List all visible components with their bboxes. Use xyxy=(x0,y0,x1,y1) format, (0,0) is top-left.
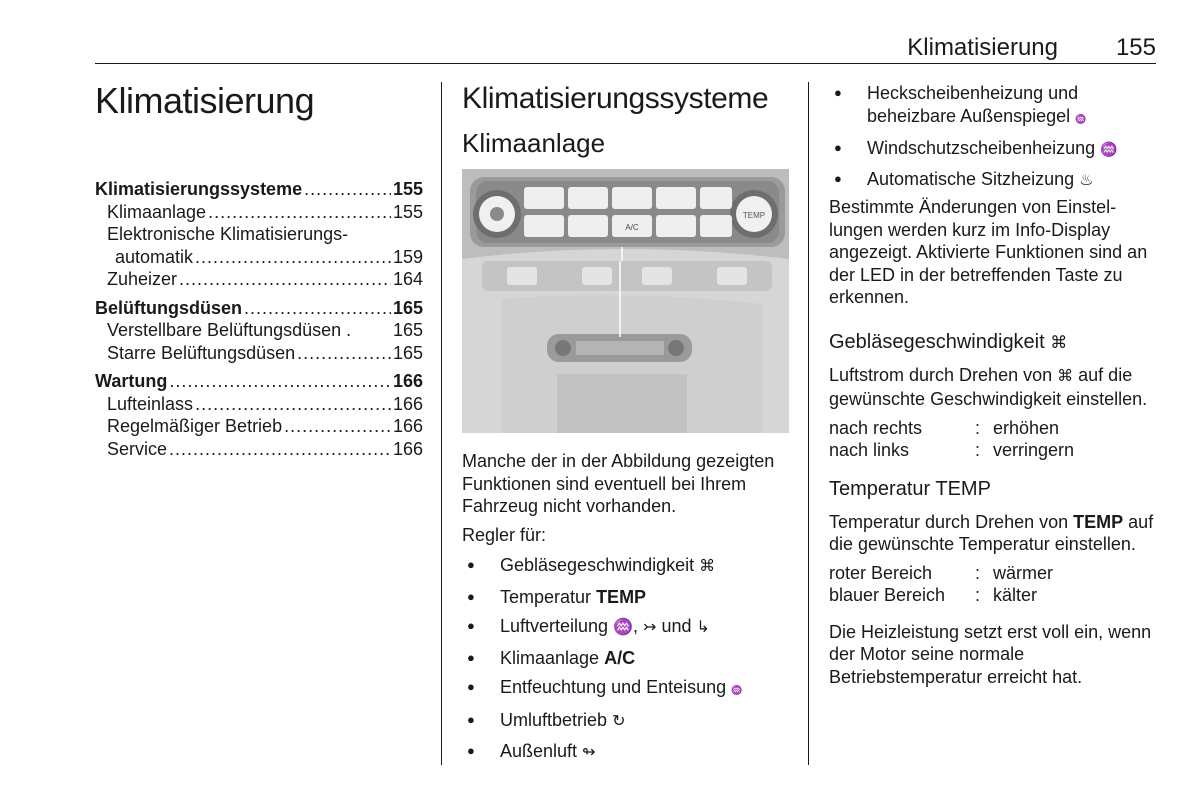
bullet-air-conditioning: ● Klimaanlage A/C xyxy=(462,647,792,670)
windscreen-heating-icon: ♒ xyxy=(1100,141,1118,157)
bullet-outside-air: ● Außenluft ↬ xyxy=(462,740,792,765)
toc-entry-main[interactable] xyxy=(95,370,423,393)
controls-label: Regler für: xyxy=(462,524,547,545)
toc-entry-label: automatik xyxy=(115,246,194,267)
toc-entry[interactable] xyxy=(95,246,423,269)
temperature-heading: Temperatur TEMP xyxy=(829,477,991,500)
info-paragraph: Bestimmte Änderungen von Einstellungen werden kurz im Info-Display angezeigt. Aktivierte Funktionen sind an der LED in der betreffenden Taste zu erkennen. xyxy=(829,197,1148,307)
vent-icon: ↣ xyxy=(643,619,657,636)
toc-entry[interactable] xyxy=(95,223,423,246)
fan-speed-heading: Gebläsegeschwindigkeit ⌘ xyxy=(829,330,1068,353)
toc-entry-label: Service xyxy=(107,438,168,459)
closing-paragraph: Die Heizleistung setzt erst voll ein, wenn der Motor seine normale Betriebstemperatur erreicht hat. xyxy=(829,621,1152,687)
toc-entry-label: Elektronische Klimatisierungs- xyxy=(107,224,349,244)
toc-entry-page: 165 xyxy=(392,320,423,340)
footwell-icon: ↳ xyxy=(696,619,710,636)
toc-entry-page: 155 xyxy=(392,179,423,199)
bullet-temperature: ● Temperatur TEMP xyxy=(462,586,792,609)
header-rule xyxy=(95,63,1156,64)
toc-leader-dots xyxy=(195,393,391,416)
toc-entry-main[interactable] xyxy=(95,178,423,201)
fan-icon: ⌘ xyxy=(699,558,716,575)
toc-entry[interactable] xyxy=(95,201,423,224)
front-defrost-icon: ♒ xyxy=(731,685,743,695)
kv-row: nach rechts : erhöhen xyxy=(829,417,1060,438)
toc-entry[interactable] xyxy=(95,393,423,416)
fan-icon: ⌘ xyxy=(1057,367,1074,385)
recirculation-icon: ↻ xyxy=(612,712,626,730)
toc-leader-dots xyxy=(179,268,391,291)
toc-entry-label: Wartung xyxy=(95,371,168,391)
climate-control-figure xyxy=(462,169,789,433)
toc-entry[interactable] xyxy=(95,342,423,365)
toc-leader-dots xyxy=(169,370,391,393)
column-divider-1 xyxy=(441,82,442,765)
toc-leader-dots xyxy=(169,438,391,461)
bullet-defrost: ● Entfeuchtung und Enteisung ♒ xyxy=(462,676,792,702)
kv-row: nach links : verringern xyxy=(829,440,1075,460)
subsection-heading: Klimaanlage xyxy=(462,128,606,158)
bullet-seat-heating: ● Automatische Sitzheizung ♨ xyxy=(829,168,1161,193)
bullet-windscreen-heating: ● Windschutzscheibenheizung ♒ xyxy=(829,137,1161,161)
toc-entry-label: Belüftungsdüsen xyxy=(95,297,242,318)
running-header-title: Klimatisierung xyxy=(907,34,1058,61)
toc-entry-page: 155 xyxy=(392,201,423,222)
toc-group xyxy=(95,178,423,291)
column-divider-2 xyxy=(808,82,809,765)
toc-entry-page: 165 xyxy=(392,342,423,363)
chapter-title: Klimatisierung xyxy=(95,80,315,121)
toc-entry[interactable] xyxy=(95,268,423,291)
toc-entry-page: 166 xyxy=(392,371,423,391)
fan-speed-table xyxy=(829,417,1161,462)
fan-icon: ⌘ xyxy=(1050,332,1068,352)
middle-column xyxy=(462,82,792,765)
toc-entry-label: Zuheizer xyxy=(107,269,178,289)
toc-entry-label: Starre Belüftungsdüsen xyxy=(107,342,296,363)
toc-entry[interactable] xyxy=(95,415,423,438)
bullet-air-distribution: ● Luftverteilung ♒, ↣ und ↳ xyxy=(462,615,792,640)
bullet-recirculation: ● Umluftbetrieb ↻ xyxy=(462,709,792,734)
toc-group xyxy=(95,297,423,365)
temperature-paragraph: Temperatur durch Drehen von TEMP auf die gewünschte Temperatur einstellen. xyxy=(829,511,1154,554)
toc-group xyxy=(95,370,423,460)
page-number: 155 xyxy=(1115,34,1156,61)
fan-speed-paragraph: Luftstrom durch Drehen von ⌘ auf die gewünschte Geschwindigkeit einstellen. xyxy=(829,364,1148,409)
kv-row: roter Bereich : wärmer xyxy=(829,562,1054,583)
outside-air-icon: ↬ xyxy=(582,744,596,761)
toc-entry-label: Klimaanlage xyxy=(107,201,207,222)
toc-entry-page: 166 xyxy=(392,416,423,436)
toc-entry-label: Lufteinlass xyxy=(107,393,194,414)
toc-entry-label: Verstellbare Belüftungsdüsen . xyxy=(107,320,352,340)
table-of-contents xyxy=(95,178,423,466)
toc-leader-dots xyxy=(297,342,391,365)
right-column xyxy=(829,82,1161,688)
toc-entry-page: 165 xyxy=(392,297,423,318)
toc-leader-dots xyxy=(195,246,391,269)
toc-leader-dots xyxy=(304,178,391,201)
toc-entry[interactable] xyxy=(95,438,423,461)
toc-entry-page: 166 xyxy=(392,393,423,414)
windscreen-feet-icon: ♒ xyxy=(613,619,634,636)
toc-entry-page: 164 xyxy=(392,269,423,289)
toc-entry-page: 159 xyxy=(392,246,423,267)
control-knob xyxy=(473,190,521,238)
toc-entry[interactable] xyxy=(95,319,423,342)
toc-entry-label: Klimatisierungssysteme xyxy=(95,179,303,199)
rear-defrost-icon: ♒ xyxy=(1075,113,1087,124)
svg-text:A/C: A/C xyxy=(625,223,639,232)
section-heading: Klimatisierungssysteme xyxy=(462,82,769,115)
toc-entry-page: 166 xyxy=(392,438,423,459)
kv-row: blauer Bereich : kälter xyxy=(829,585,1038,605)
toc-entry-label: Regelmäßiger Betrieb xyxy=(107,416,283,436)
toc-leader-dots xyxy=(244,297,391,320)
svg-text:TEMP: TEMP xyxy=(742,211,766,220)
seat-heating-icon: ♨ xyxy=(1079,171,1094,189)
temperature-table xyxy=(829,562,1161,607)
intro-paragraph: Manche der in der Abbildung gezeigten Funktionen sind eventuell bei Ihrem Fahrzeug nicht vorhanden. xyxy=(462,451,775,516)
toc-leader-dots xyxy=(284,415,391,438)
toc-leader-dots xyxy=(208,201,391,224)
temp-knob xyxy=(730,190,778,238)
toc-entry-main[interactable] xyxy=(95,297,423,320)
bullet-fan-speed: ● Gebläsegeschwindigkeit ⌘ xyxy=(462,554,792,579)
bullet-rear-defrost: ● Heckscheibenheizung und beheizbare Außenspiegel ♒ xyxy=(829,82,1161,130)
